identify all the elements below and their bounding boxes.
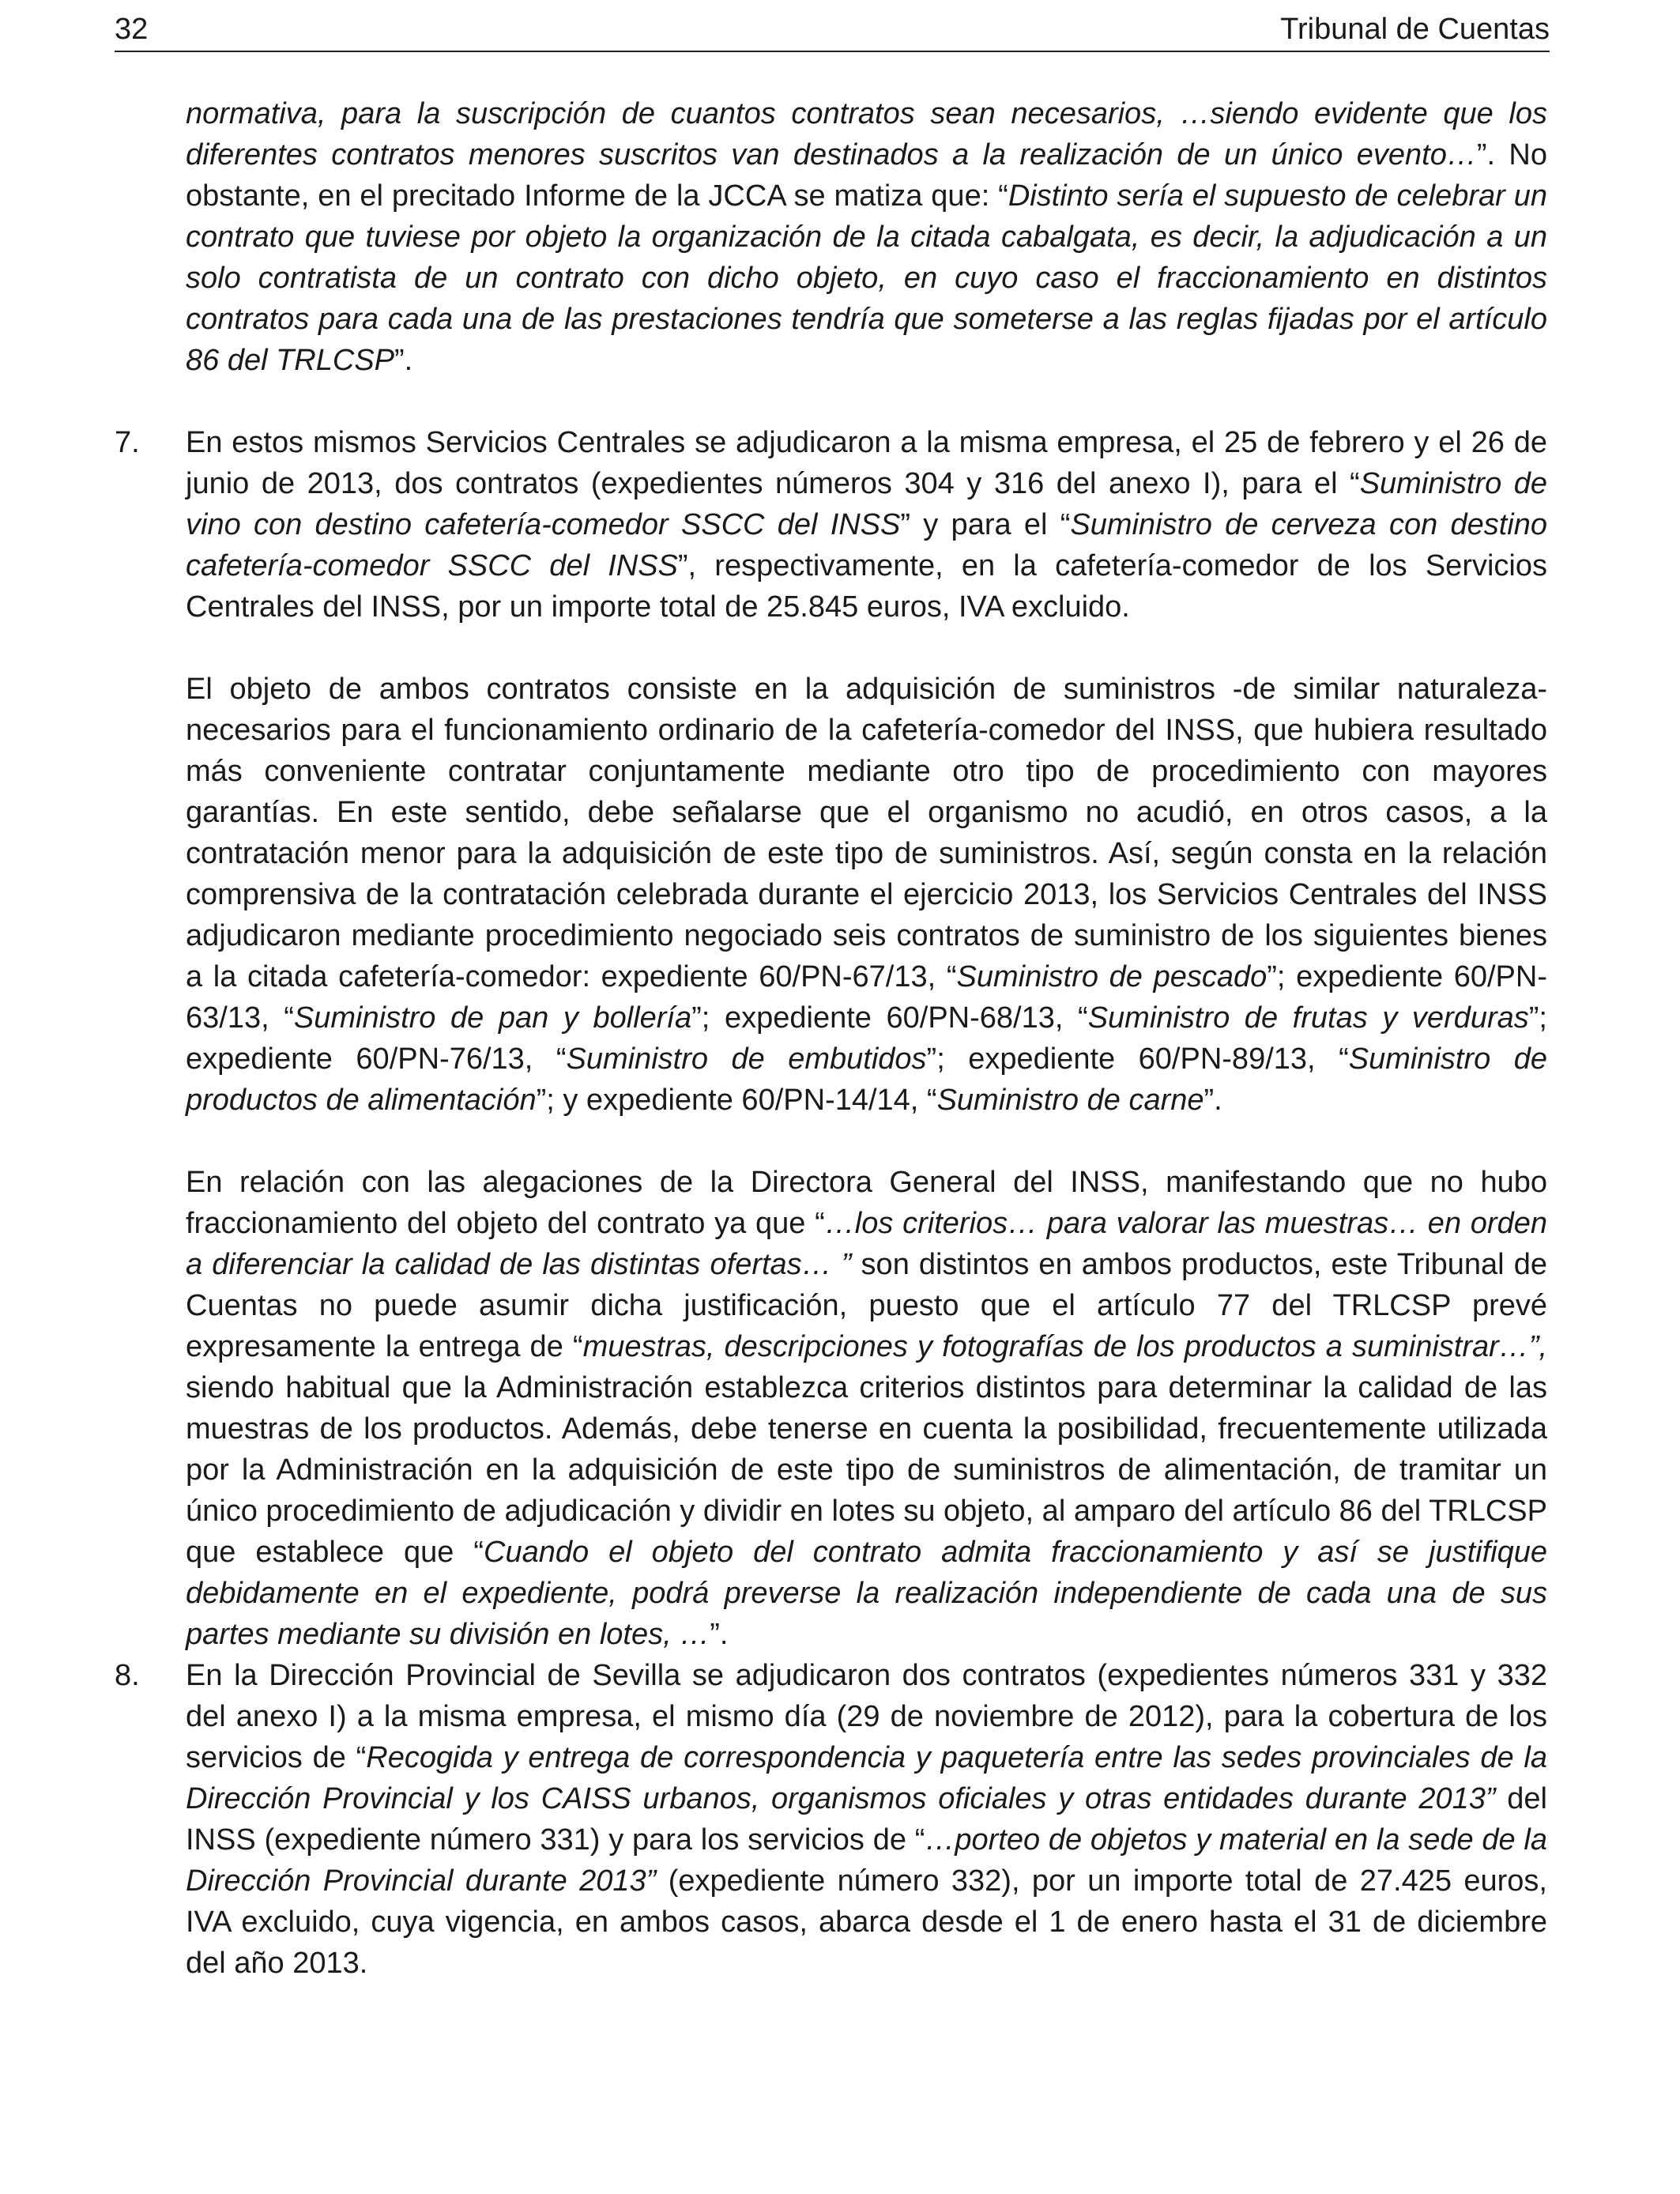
- body-text: ”.: [1203, 1084, 1222, 1117]
- body-text: ”, respectivamente, en la cafetería-comedor de los Servicios Centrales del INSS, por un importe total de 25.845 euros, IVA excluido.: [186, 549, 1547, 624]
- italic-quote-text: Suministro de embutidos: [566, 1042, 927, 1076]
- italic-quote-text: Distinto sería el supuesto de celebrar un contrato que tuviese por objeto la organización de la citada cabalgata, es decir, la adjudicación a un solo contratista de un contrato con dicho objeto, en cuyo caso el fraccionamiento en distintos contratos para cada una de las prestaciones tendría que someterse a las reglas fijadas por el artículo 86 del TRLCSP: [186, 179, 1547, 377]
- paragraph-spacer: [115, 628, 1547, 669]
- paragraph-alegaciones: [115, 1162, 1547, 1655]
- body-text: ”.: [394, 344, 413, 377]
- running-title: Tribunal de Cuentas: [1280, 12, 1550, 46]
- numbered-item-7: [115, 422, 1547, 628]
- paragraph-item-7: [186, 422, 1547, 628]
- item-number: 7.: [115, 426, 140, 459]
- body-text: del INSS (expediente número 331) y para los servicios de “: [186, 1782, 1547, 1857]
- page-number: 32: [115, 12, 149, 46]
- italic-quote-text: Suministro de productos de alimentación: [186, 1042, 1547, 1117]
- body-text: ”.: [710, 1618, 729, 1651]
- body-text: siendo habitual que la Administración establezca criterios distintos para determinar la calidad de las muestras de los productos. Además, debe tenerse en cuenta la posibilidad, frecuentemente utilizada por la Administración en la adquisición de este tipo de suministros de alimentación, de tramitar un único procedimiento de adjudicación y dividir en lotes su objeto, al amparo del artículo 86 del TRLCSP que establece que “: [186, 1371, 1547, 1569]
- document-body: [115, 93, 1547, 1984]
- body-text: ”; expediente 60/PN-76/13, “: [186, 1001, 1547, 1076]
- body-text: ” y para el “: [900, 508, 1071, 541]
- italic-quote-text: …porteo de objetos y material en la sede de la Dirección Provincial durante 2013”: [186, 1823, 1547, 1898]
- body-text: En la Dirección Provincial de Sevilla se adjudicaron dos contratos (expedientes números 331 y 332 del anexo I) a la misma empresa, el mismo día (29 de noviembre de 2012), para la cobertura de los servicios de “: [186, 1659, 1547, 1774]
- paragraph-item-8: [186, 1655, 1547, 1984]
- paragraph-spacer: [115, 381, 1547, 422]
- body-text: El objeto de ambos contratos consiste en la adquisición de suministros -de similar naturaleza- necesarios para el funcionamiento ordinario de la cafetería-comedor del INSS, que hubiera resultado más conveniente contratar conjuntamente mediante otro tipo de procedimiento con mayores garantías. En este sentido, debe señalarse que el organismo no acudió, en otros casos, a la contratación menor para la adquisición de este tipo de suministros. Así, según consta en la relación comprensiva de la contratación celebrada durante el ejercicio 2013, los Servicios Centrales del INSS adjudicaron mediante procedimiento negociado seis contratos de suministro de los siguientes bienes a la citada cafetería-comedor: expediente 60/PN-67/13, “: [186, 673, 1547, 993]
- italic-quote-text: Cuando el objeto del contrato admita fraccionamiento y así se justifique debidamente en el expediente, podrá preverse la realización independiente de cada una de sus partes mediante su división en lotes, …: [186, 1536, 1547, 1651]
- body-text: ”; y expediente 60/PN-14/14, “: [536, 1084, 937, 1117]
- italic-quote-text: Suministro de pan y bollería: [293, 1001, 692, 1035]
- italic-quote-text: Suministro de pescado: [956, 960, 1268, 993]
- italic-quote-text: Suministro de vino con destino cafetería-comedor SSCC del INSS: [186, 467, 1547, 541]
- italic-quote-text: Suministro de frutas y verduras: [1087, 1001, 1529, 1035]
- body-text: ”; expediente 60/PN-63/13, “: [186, 960, 1547, 1035]
- body-text: En estos mismos Servicios Centrales se adjudicaron a la misma empresa, el 25 de febrero y el 26 de junio de 2013, dos contratos (expedientes números 304 y 316 del anexo I), para el “: [186, 426, 1547, 500]
- italic-quote-text: muestras, descripciones y fotografías de los productos a suministrar…”,: [582, 1330, 1547, 1363]
- body-text: ”. No obstante, en el precitado Informe de la JCCA se matiza que: “: [186, 138, 1547, 213]
- paragraph-continuation: [115, 93, 1547, 381]
- body-text: ”; expediente 60/PN-68/13, “: [691, 1001, 1088, 1035]
- page-header: [115, 8, 1550, 52]
- paragraph-objeto: [115, 669, 1547, 1121]
- italic-quote-text: normativa, para la suscripción de cuantos contratos sean necesarios, …siendo evidente que los diferentes contratos menores suscritos van destinados a la realización de un único evento…: [186, 97, 1547, 172]
- numbered-item-8: [115, 1655, 1547, 1984]
- italic-quote-text: Suministro de cerveza con destino cafetería-comedor SSCC del INSS: [186, 508, 1548, 582]
- body-text: (expediente número 332), por un importe total de 27.425 euros, IVA excluido, cuya vigencia, en ambos casos, abarca desde el 1 de enero hasta el 31 de diciembre del año 2013.: [186, 1864, 1547, 1980]
- body-text: ”; expediente 60/PN-89/13, “: [926, 1042, 1349, 1076]
- item-number: 8.: [115, 1659, 140, 1692]
- italic-quote-text: Recogida y entrega de correspondencia y paquetería entre las sedes provinciales de la Dirección Provincial y los CAISS urbanos, organismos oficiales y otras entidades durante 2013”: [186, 1741, 1548, 1815]
- italic-quote-text: …los criterios… para valorar las muestras… en orden a diferenciar la calidad de las distintas ofertas… ”: [186, 1207, 1547, 1281]
- body-text: son distintos en ambos productos, este Tribunal de Cuentas no puede asumir dicha justificación, puesto que el artículo 77 del TRLCSP prevé expresamente la entrega de “: [186, 1248, 1547, 1363]
- paragraph-spacer: [115, 1121, 1547, 1162]
- body-text: En relación con las alegaciones de la Directora General del INSS, manifestando que no hubo fraccionamiento del objeto del contrato ya que “: [186, 1166, 1547, 1240]
- italic-quote-text: Suministro de carne: [936, 1084, 1204, 1117]
